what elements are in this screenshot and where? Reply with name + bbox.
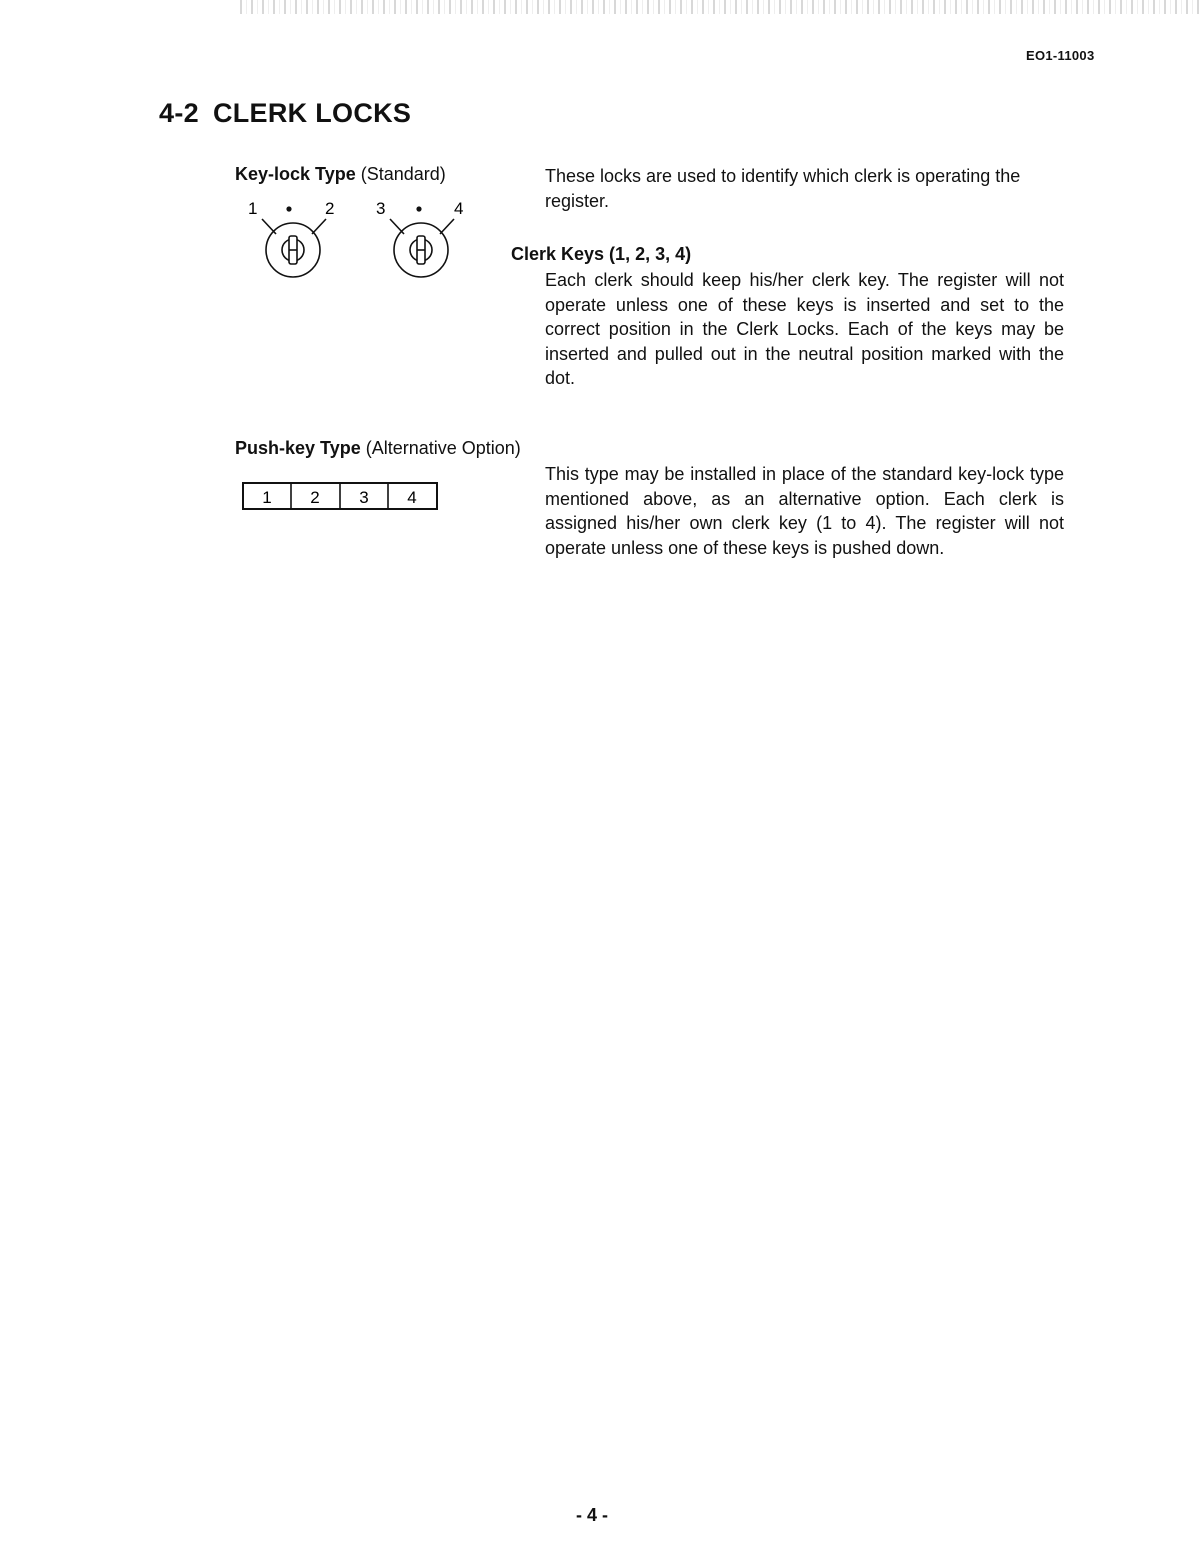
document-number: EO1-11003 <box>1026 48 1095 63</box>
keylock-figure <box>238 194 478 289</box>
pushkey-figure <box>242 482 438 510</box>
clerk-keys-heading-text: Clerk Keys (1, 2, 3, 4) <box>511 244 692 264</box>
push-key-2: 2 <box>310 488 320 507</box>
section-number: 4-2 <box>159 98 199 128</box>
neutral-dot-icon <box>416 206 421 211</box>
keylock-heading-normal: (Standard) <box>360 164 446 184</box>
scan-artifact <box>240 0 1202 14</box>
section-title-text: CLERK LOCKS <box>212 98 412 128</box>
neutral-dot-icon <box>286 206 291 211</box>
clerk-keys-heading <box>511 244 691 265</box>
page-number: - 4 - <box>576 1505 609 1525</box>
push-key-1: 1 <box>262 488 272 507</box>
keylock-heading-bold: Key-lock Type <box>235 164 356 184</box>
pushkey-heading-bold: Push-key Type <box>235 438 361 458</box>
section-title <box>159 98 411 129</box>
lock-label-2: 2 <box>325 199 335 218</box>
keylock-heading <box>235 164 446 185</box>
lock-label-1: 1 <box>248 199 258 218</box>
push-key-4: 4 <box>407 488 417 507</box>
push-key-3: 3 <box>359 488 369 507</box>
lock-label-3: 3 <box>376 199 386 218</box>
pushkey-text: This type may be installed in place of the standard key-lock type mentioned above, as an alternative option. Each clerk is assigned his/her own clerk key (1 to 4). The register will not operate unless one of these keys is pushed down. <box>545 464 1064 558</box>
pushkey-heading-normal: (Alternative Option) <box>365 438 521 458</box>
keylock-intro: These locks are used to identify which clerk is operating the register. <box>545 166 1021 211</box>
clerk-keys-text: Each clerk should keep his/her clerk key. The register will not operate unless one of these keys is inserted and set to the correct position in the Clerk Locks. Each of the keys may be inserted and pulled out in the neutral position marked with the dot. <box>545 270 1064 388</box>
lock-label-4: 4 <box>454 199 464 218</box>
pushkey-heading <box>235 438 521 459</box>
key-lock-icon <box>390 219 454 277</box>
key-lock-icon <box>262 219 326 277</box>
